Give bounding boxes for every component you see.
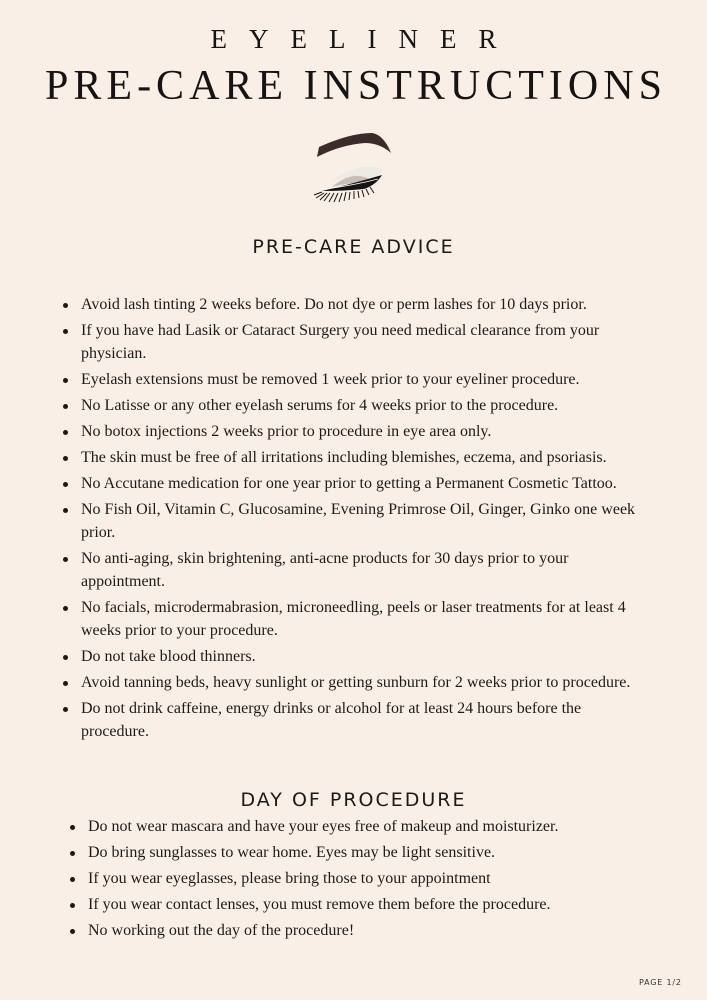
page-subtitle: EYELINER — [210, 24, 519, 54]
list-item: No facials, microdermabrasion, microneedling, peels or laser treatments for at least 4 weeks prior to your procedure. — [81, 596, 641, 642]
list-item: No Accutane medication for one year prior to getting a Permanent Cosmetic Tattoo. — [81, 472, 641, 495]
list-item: No botox injections 2 weeks prior to procedure in eye area only. — [81, 420, 641, 443]
list-item: Avoid lash tinting 2 weeks before. Do not dye or perm lashes for 10 days prior. — [81, 293, 641, 316]
list-item: Do not wear mascara and have your eyes free of makeup and moisturizer. — [88, 815, 648, 838]
list-item: No anti-aging, skin brightening, anti-acne products for 30 days prior to your appointment. — [81, 547, 641, 593]
eye-with-eyeliner-icon — [310, 125, 400, 205]
list-item: Avoid tanning beds, heavy sunlight or getting sunburn for 2 weeks prior to procedure. — [81, 671, 641, 694]
day-of-procedure-heading: DAY OF PROCEDURE — [240, 789, 467, 811]
precare-list — [81, 293, 641, 746]
day-of-procedure-list — [88, 815, 648, 945]
page-number: PAGE 1/2 — [639, 978, 682, 987]
page-title: PRE-CARE INSTRUCTIONS — [45, 63, 667, 109]
list-item: If you wear eyeglasses, please bring those to your appointment — [88, 867, 648, 890]
list-item: No Fish Oil, Vitamin C, Glucosamine, Evening Primrose Oil, Ginger, Ginko one week prior. — [81, 498, 641, 544]
list-item: No Latisse or any other eyelash serums for 4 weeks prior to the procedure. — [81, 394, 641, 417]
list-item: Eyelash extensions must be removed 1 week prior to your eyeliner procedure. — [81, 368, 641, 391]
list-item: No working out the day of the procedure! — [88, 919, 648, 942]
list-item: If you wear contact lenses, you must remove them before the procedure. — [88, 893, 648, 916]
list-item: If you have had Lasik or Cataract Surgery you need medical clearance from your physician. — [81, 319, 641, 365]
list-item: Do not take blood thinners. — [81, 645, 641, 668]
list-item: Do bring sunglasses to wear home. Eyes may be light sensitive. — [88, 841, 648, 864]
list-item: The skin must be free of all irritations including blemishes, eczema, and psoriasis. — [81, 446, 641, 469]
list-item: Do not drink caffeine, energy drinks or alcohol for at least 24 hours before the procedure. — [81, 697, 641, 743]
precare-heading: PRE-CARE ADVICE — [252, 236, 455, 258]
